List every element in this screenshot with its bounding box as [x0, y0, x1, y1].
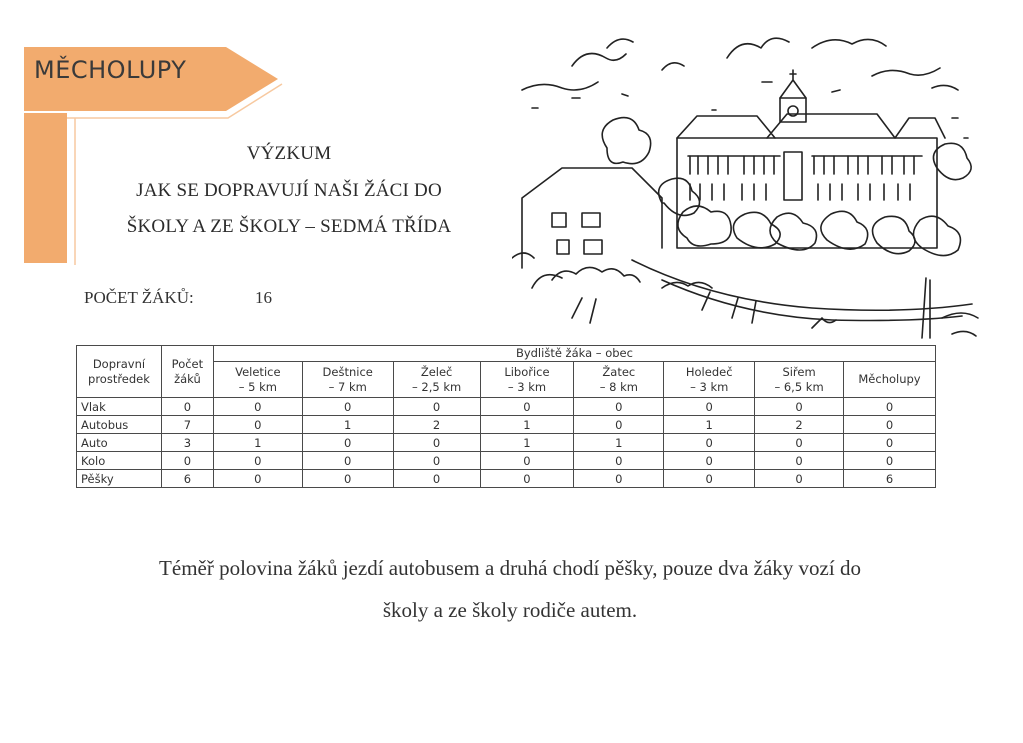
value-cell: 0: [302, 434, 393, 452]
table-row: [77, 434, 936, 452]
village-header: [844, 362, 936, 398]
village-distance: – 3 km: [507, 379, 547, 394]
value-cell: 0: [302, 470, 393, 488]
village-name: Libořice: [504, 364, 550, 379]
transport-mode: Autobus: [77, 416, 162, 434]
value-cell: 0: [302, 398, 393, 416]
value-cell: 0: [574, 398, 664, 416]
village-name: Siřem: [782, 364, 816, 379]
village-distance: – 8 km: [599, 379, 638, 394]
value-cell: 2: [393, 416, 480, 434]
village-name: Holedeč: [685, 364, 733, 379]
value-cell: 0: [393, 434, 480, 452]
student-count-cell: 7: [161, 416, 213, 434]
transport-table: [76, 345, 936, 488]
conclusion-line-1: Téměř polovina žáků jezdí autobusem a druhá chodí pěšky, pouze dva žáky vozí do: [159, 556, 861, 580]
signpost-title: MĚCHOLUPY: [34, 56, 187, 84]
value-cell: 0: [844, 434, 936, 452]
village-header: [480, 362, 574, 398]
value-cell: 0: [755, 398, 844, 416]
student-count-cell: 0: [161, 452, 213, 470]
table-row: [77, 416, 936, 434]
value-cell: 1: [302, 416, 393, 434]
student-count-cell: 6: [161, 470, 213, 488]
value-cell: 0: [844, 416, 936, 434]
value-cell: 0: [844, 398, 936, 416]
count-column-header: Počet žáků: [161, 346, 213, 398]
village-distance: – 6,5 km: [774, 379, 824, 394]
value-cell: 0: [480, 452, 574, 470]
heading-line-1: VÝZKUM: [246, 143, 332, 164]
village-header: [574, 362, 664, 398]
village-name: Žatec: [602, 364, 636, 379]
heading-line-2: JAK SE DOPRAVUJÍ NAŠI ŽÁCI DO: [136, 180, 442, 201]
school-building-sketch: [512, 18, 992, 340]
transport-mode: Kolo: [77, 452, 162, 470]
village-name: Měcholupy: [858, 372, 921, 386]
student-count-label: POČET ŽÁKŮ:: [84, 288, 194, 307]
value-cell: 0: [755, 452, 844, 470]
value-cell: 0: [755, 434, 844, 452]
village-distance: – 7 km: [328, 379, 367, 394]
value-cell: 0: [755, 470, 844, 488]
value-cell: 1: [574, 434, 664, 452]
value-cell: 0: [574, 470, 664, 488]
village-name: Želeč: [420, 364, 453, 379]
value-cell: 0: [664, 470, 755, 488]
student-count-value: 16: [255, 288, 272, 307]
village-distance: – 2,5 km: [411, 379, 462, 394]
value-cell: 0: [574, 452, 664, 470]
village-header: [302, 362, 393, 398]
village-name: Veletice: [235, 364, 281, 379]
transport-mode: Auto: [77, 434, 162, 452]
value-cell: 0: [574, 416, 664, 434]
transport-mode: Pěšky: [77, 470, 162, 488]
value-cell: 0: [393, 452, 480, 470]
value-cell: 0: [213, 470, 302, 488]
student-count-cell: 0: [161, 398, 213, 416]
student-count-cell: 3: [161, 434, 213, 452]
value-cell: 0: [664, 398, 755, 416]
value-cell: 0: [393, 470, 480, 488]
village-header: [213, 362, 302, 398]
value-cell: 0: [844, 452, 936, 470]
table-row: [77, 398, 936, 416]
village-name: Deštnice: [322, 364, 373, 379]
village-header: [393, 362, 480, 398]
value-cell: 0: [213, 416, 302, 434]
heading-line-3: ŠKOLY A ZE ŠKOLY – SEDMÁ TŘÍDA: [126, 216, 452, 237]
mode-column-header: Dopravní prostředek: [77, 346, 162, 398]
village-header: [755, 362, 844, 398]
value-cell: 0: [213, 398, 302, 416]
value-cell: 0: [480, 470, 574, 488]
value-cell: 1: [213, 434, 302, 452]
village-distance: – 3 km: [690, 379, 729, 394]
transport-mode: Vlak: [77, 398, 162, 416]
value-cell: 1: [480, 416, 574, 434]
value-cell: 1: [664, 416, 755, 434]
value-cell: 0: [480, 398, 574, 416]
village-distance: – 5 km: [238, 379, 277, 394]
value-cell: 1: [480, 434, 574, 452]
value-cell: 0: [664, 434, 755, 452]
value-cell: 2: [755, 416, 844, 434]
conclusion-line-2: školy a ze školy rodiče autem.: [382, 598, 638, 622]
value-cell: 6: [844, 470, 936, 488]
table-row: [77, 452, 936, 470]
value-cell: 0: [664, 452, 755, 470]
value-cell: 0: [302, 452, 393, 470]
value-cell: 0: [393, 398, 480, 416]
value-cell: 0: [213, 452, 302, 470]
table-row: [77, 470, 936, 488]
village-header: [664, 362, 755, 398]
residence-group-header: Bydliště žáka – obec: [213, 346, 935, 362]
